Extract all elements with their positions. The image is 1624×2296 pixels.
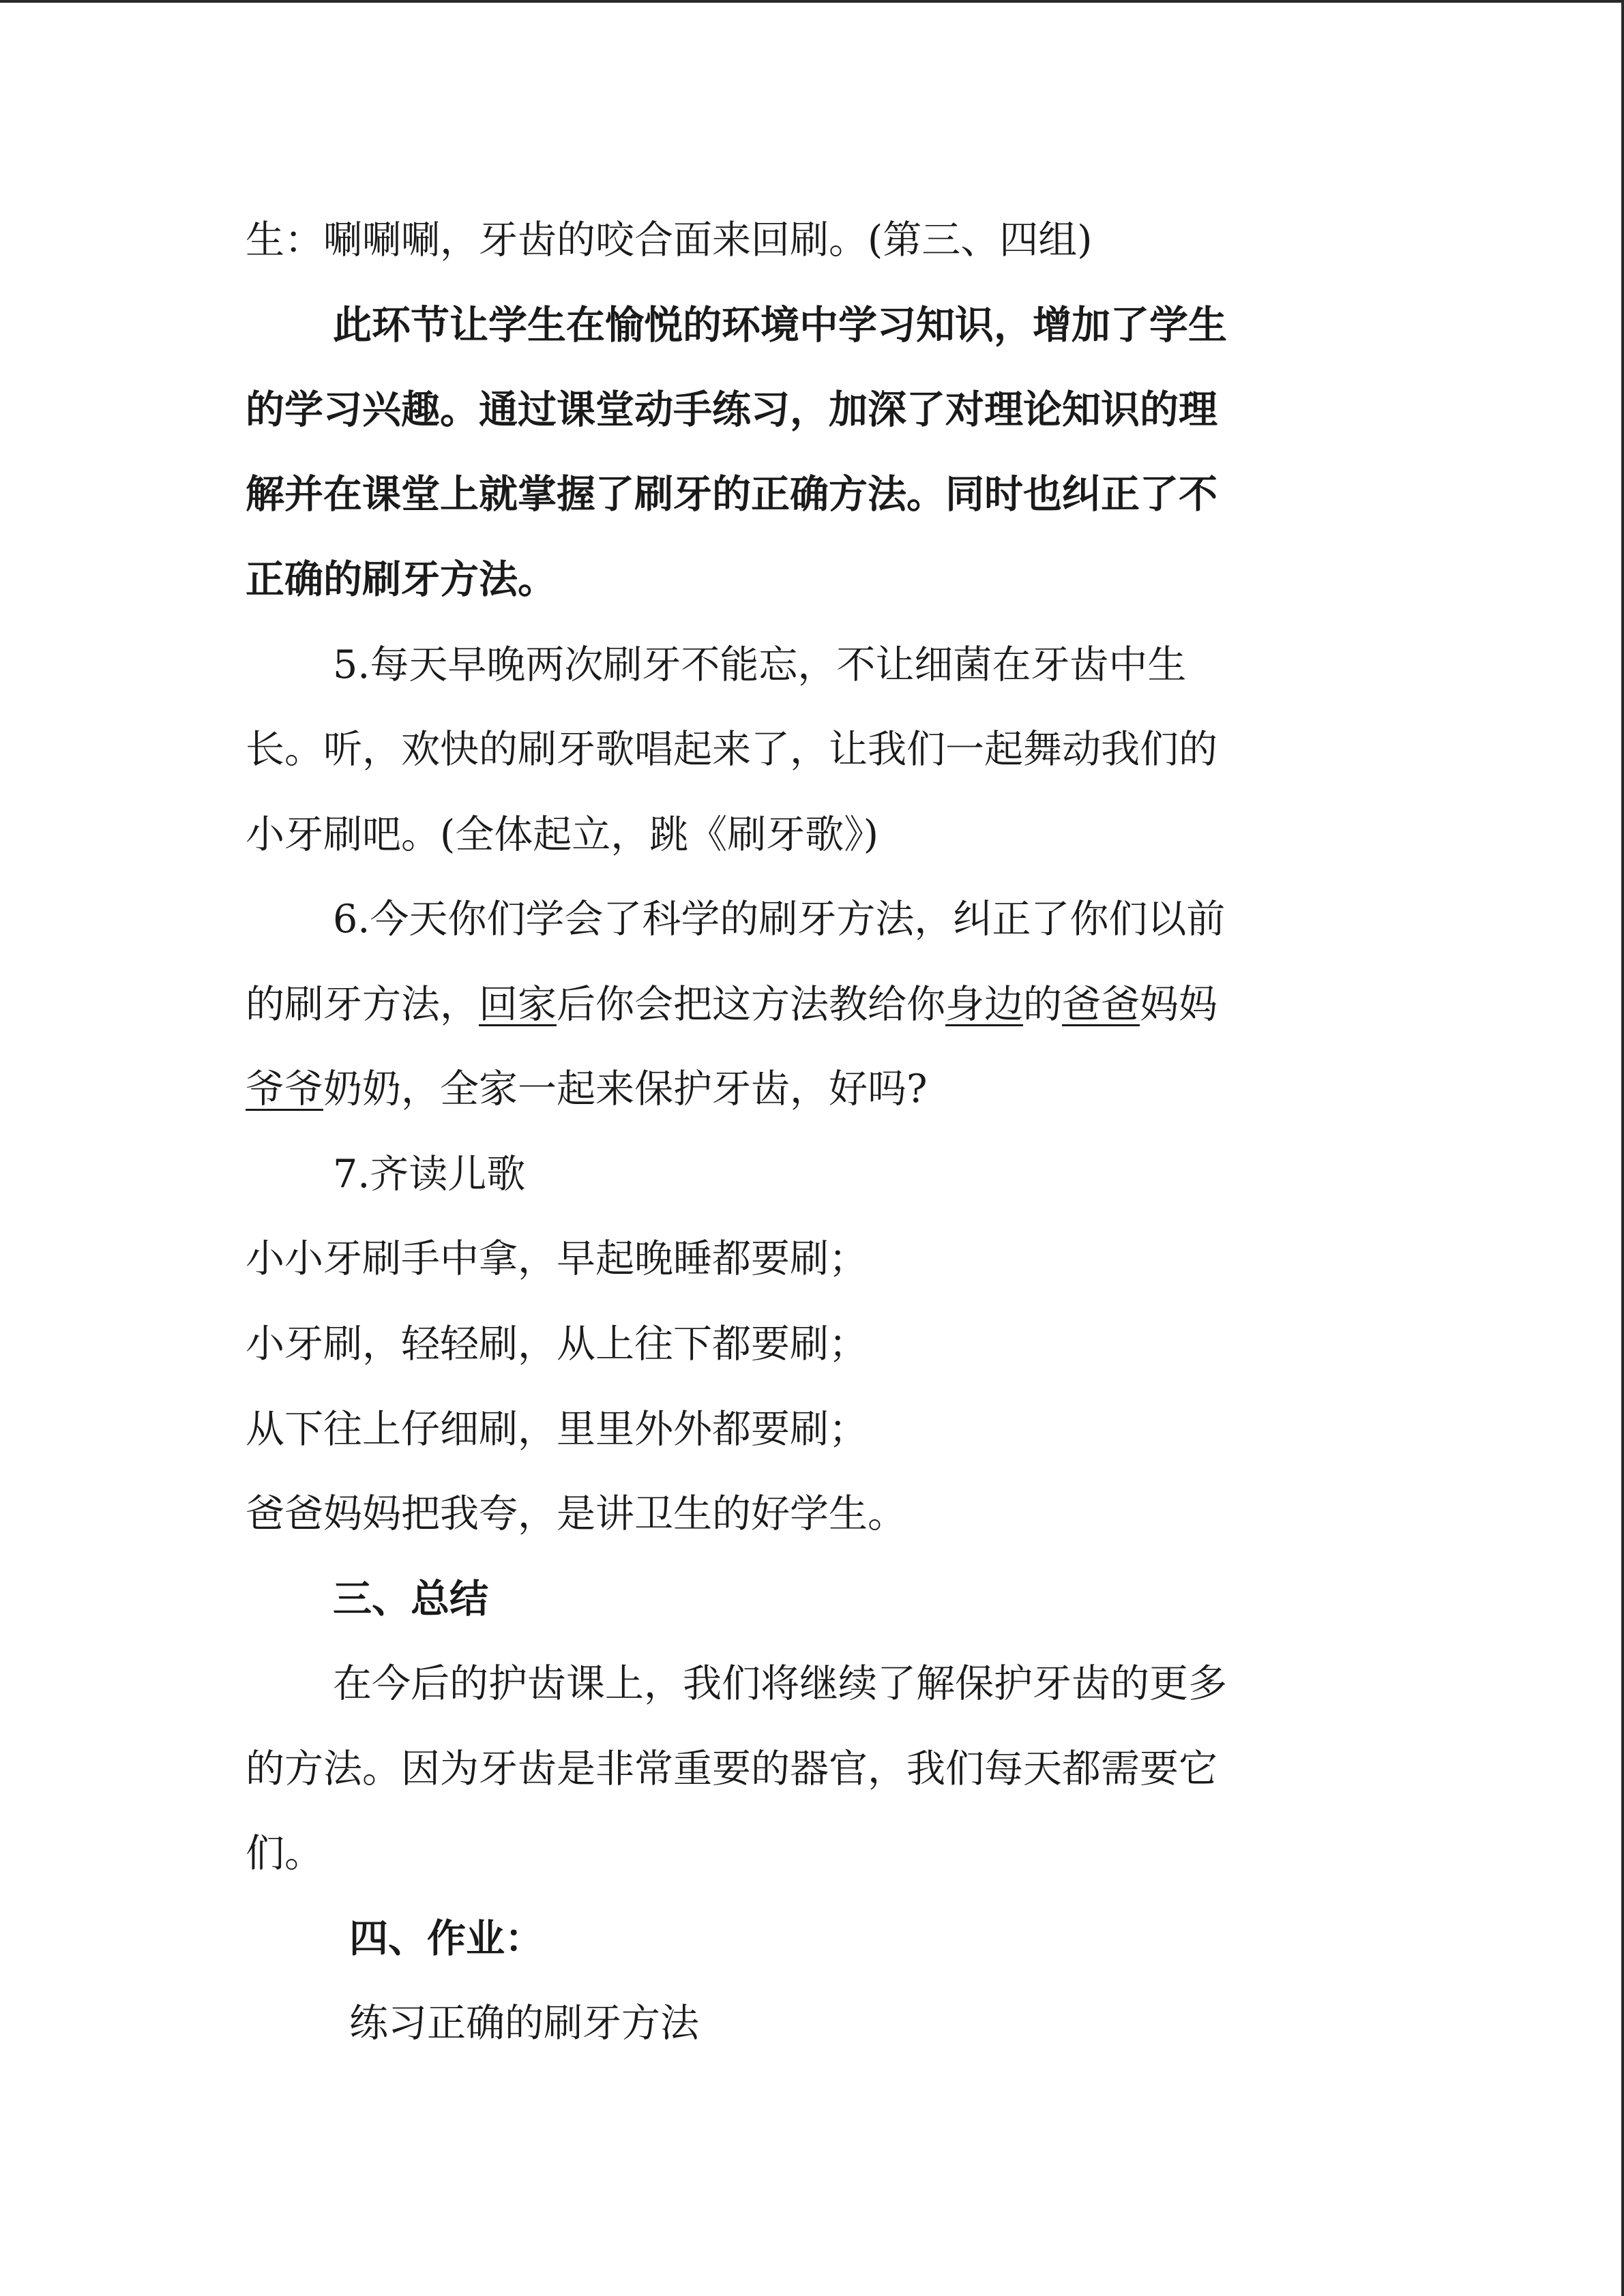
- text-segment: 的刷牙方法，: [246, 982, 479, 1027]
- text-segment: 后你会把这方法教给你: [557, 982, 945, 1027]
- text-line: 们。: [246, 1831, 323, 1876]
- text-line: 生：唰唰唰，牙齿的咬合面来回刷。(第三、四组): [246, 218, 1093, 263]
- text-segment: 妈妈: [1140, 982, 1217, 1027]
- bold-paragraph-line: 正确的刷牙方法。: [246, 556, 557, 602]
- text-line: 7.齐读儿歌: [333, 1152, 526, 1197]
- section-heading-homework: 四、作业：: [349, 1915, 544, 1961]
- rhyme-line: 小小牙刷手中拿，早起晚睡都要刷；: [246, 1236, 868, 1281]
- bold-paragraph-line: 解并在课堂上就掌握了刷牙的正确方法。同时也纠正了不: [246, 471, 1217, 517]
- bold-paragraph-line: 此环节让学生在愉悦的环境中学习知识，增加了学生: [333, 302, 1227, 348]
- text-line: 长。听，欢快的刷牙歌唱起来了，让我们一起舞动我们的: [246, 727, 1217, 772]
- section-heading-summary: 三、总结: [333, 1576, 488, 1622]
- text-line: 在今后的护齿课上，我们将继续了解保护牙齿的更多: [333, 1661, 1227, 1706]
- text-line-with-underlines: [246, 1062, 928, 1116]
- text-line: 的方法。因为牙齿是非常重要的器官，我们每天都需要它: [246, 1746, 1217, 1791]
- top-border-line: [0, 0, 1624, 3]
- rhyme-line: 从下往上仔细刷，里里外外都要刷；: [246, 1407, 868, 1452]
- text-segment: 奶奶，全家一起来保护牙齿，好吗?: [323, 1067, 928, 1112]
- text-segment: 的: [1023, 982, 1062, 1027]
- underlined-word: 爸爸: [1062, 982, 1140, 1027]
- bold-paragraph-line: 的学习兴趣。通过课堂动手练习，加深了对理论知识的理: [246, 387, 1217, 432]
- rhyme-line: 小牙刷，轻轻刷，从上往下都要刷；: [246, 1322, 868, 1367]
- right-border-line: [1621, 0, 1624, 2296]
- text-line-with-underlines: [246, 977, 1217, 1032]
- rhyme-line: 爸爸妈妈把我夸，是讲卫生的好学生。: [246, 1491, 906, 1536]
- text-line: 小牙刷吧。(全体起立，跳《刷牙歌》): [246, 812, 879, 857]
- underlined-word: 身边: [945, 982, 1023, 1027]
- text-line: 练习正确的刷牙方法: [349, 2001, 699, 2046]
- underlined-word: 爷爷: [246, 1067, 323, 1112]
- text-line: 6.今天你们学会了科学的刷牙方法，纠正了你们以前: [333, 897, 1226, 942]
- text-line: 5.每天早晚两次刷牙不能忘，不让细菌在牙齿中生: [333, 642, 1187, 687]
- underlined-word: 回家: [479, 982, 557, 1027]
